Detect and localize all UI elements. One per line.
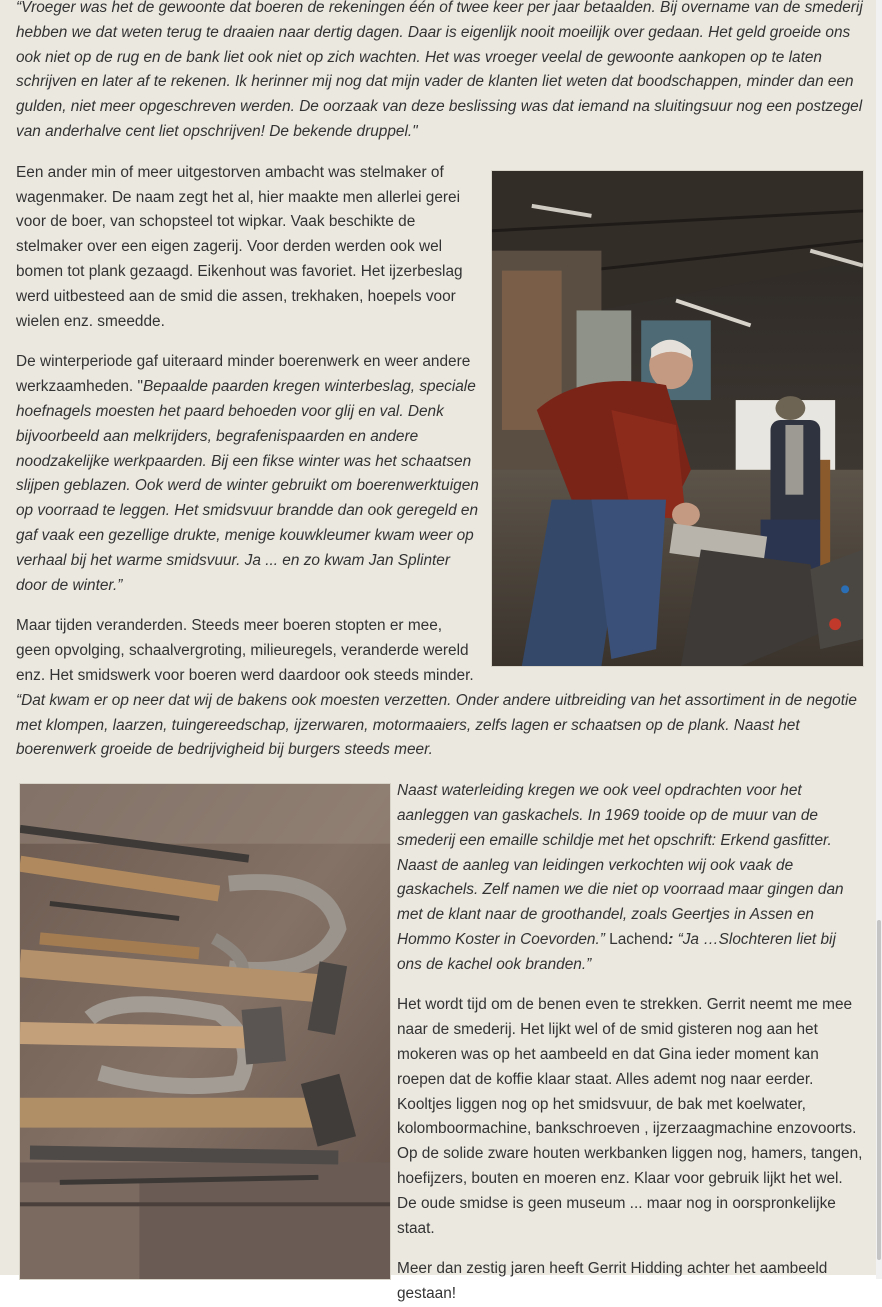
paragraph-gaskachels-lachend: Lachend xyxy=(604,930,669,948)
paragraph-wagenmaker: Een ander min of meer uitgestorven ambacht was stelmaker of wagenmaker. De naam zegt het al, hier maakte men allerlei gerei voor de boer, van schopsteel tot wipkar. Vaak beschikte de stelmaker over een eigen zagerij. Voor derden werden ook wel bomen tot plank gezaagd. Eikenhout was favoriet. Het ijzerbeslag werd uitbesteed aan de smid die assen, trekhaken, hoepels voor wielen enz. smeedde. xyxy=(16,163,463,330)
paragraph-winter-intro: De winterperiode gaf uiteraard minder boerenwerk en weer andere werkzaamheden. " xyxy=(16,353,471,396)
blacksmith-workshop-image xyxy=(491,170,864,667)
paragraph-gerrit: Meer dan zestig jaren heeft Gerrit Hidding achter het aambeeld gestaan! xyxy=(397,1260,828,1303)
paragraph-tijden-quote: “Dat kwam er op neer dat wij de bakens ook moesten verzetten. Onder andere uitbreiding van het assortiment in de negotie met klompen, laarzen, tuingereedschap, ijzerwaren, motormaaiers, zelfs lagen er schaatsen op de plank. Naast het boerenwerk groeide de bedrijvigheid bij burgers steeds meer. xyxy=(16,691,857,759)
paragraph-gaskachels-quote2: “Ja …Slochteren liet bij ons de kachel ook branden.” xyxy=(397,930,836,973)
workshop-photo xyxy=(491,170,864,667)
paragraph-smederij: Het wordt tijd om de benen even te strekken. Gerrit neemt me mee naar de smederij. Het lijkt wel of de smid gisteren nog aan het mokeren was op het aambeeld en dat Gina ieder moment kan roepen dat de koffie klaar staat. Alles ademt nog naar eerder. Kooltjes liggen nog op het smidsvuur, de bak met koelwater, kolomboormachine, bankschroeven , ijzerzaagmachine enzovoorts. Op de solide zware houten werkbanken liggen nog, hamers, tangen, hoefijzers, bouten en moeren enz. Klaar voor gebruik lijkt het wel. De oude smidse is geen museum ... maar nog in oorspronkelijke staat. xyxy=(397,996,863,1237)
paragraph-gaskachels-colon: : xyxy=(668,930,678,948)
scrollbar-thumb[interactable] xyxy=(877,920,881,1260)
horseshoes-hammers-image xyxy=(19,783,391,1280)
quote-paragraph-billing: “Vroeger was het de gewoonte dat boeren de rekeningen één of twee keer per jaar betaalden. Bij overname van de smederij hebben we dat weten terug te draaien naar dertig dagen. Daar is eigenlijk nooit moeilijk over gedaan. Het geld groeide ons ook niet op de rug en de bank liet ook niet op zich wachten. Het was vroeger veelal de gewoonte aankopen op te laten schrijven en later af te rekenen. Ik herinner mij nog dat mijn vader de klanten liet weten dat boodschappen, minder dan een gulden, niet meer opgeschreven werden. De oorzaak van deze beslissing was dat iemand na sluitingsuur nog een postzegel van anderhalve cent liet opschrijven! De bekende druppel." xyxy=(16,0,863,140)
paragraph-winter-quote: Bepaalde paarden kregen winterbeslag, speciale hoefnagels moesten het paard behoeden voor glij en val. Denk bijvoorbeeld aan melkrijders, begrafenispaarden en andere noodzakelijke werkpaarden. Bij een fikse winter was het schaatsen slijpen geblazen. Ook werd de winter gebruikt om boerenwerktuigen op voorraad te leggen. Het smidsvuur brandde dan ook geregeld en gaf vaak een gezellige drukte, menige kouwkleumer kwam weer op verhaal bij het warme smidsvuur. Ja ... en zo kwam Jan Splinter door de winter.” xyxy=(16,378,479,594)
paragraph-gaskachels-quote: Naast waterleiding kregen we ook veel opdrachten voor het aanleggen van gaskachels. In 1969 tooide op de muur van de smederij een emaille schildje met het opschrift: Erkend gasfitter. Naast de aanleg van leidingen verkochten wij ook vaak de gaskachels. Zelf namen we die niet op voorraad maar gingen dan met de klant naar de groothandel, zoals Geertjes in Assen en Hommo Koster in Coevorden.” xyxy=(397,782,844,948)
tools-photo xyxy=(19,783,391,1280)
vertical-scrollbar[interactable] xyxy=(876,0,882,1279)
paragraph-tijden-intro: Maar tijden veranderden. Steeds meer boeren stopten er mee, geen opvolging, schaalvergroting, milieuregels, veranderde wereld enz. Het smidswerk voor boeren werd daardoor ook steeds minder. xyxy=(16,617,474,684)
